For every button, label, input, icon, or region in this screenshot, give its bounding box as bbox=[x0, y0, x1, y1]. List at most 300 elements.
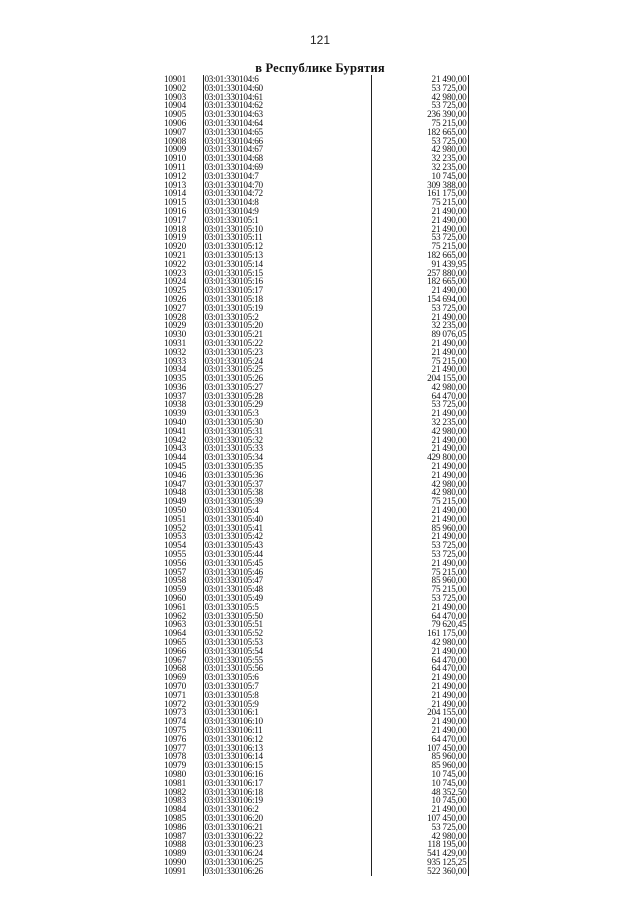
cadastral-value-cell: 10 745,00 bbox=[371, 779, 468, 788]
cadastral-value-cell: 21 490,00 bbox=[371, 673, 468, 682]
table-row bbox=[163, 788, 468, 797]
cadastral-value-cell: 21 490,00 bbox=[371, 286, 468, 295]
table-row bbox=[163, 225, 468, 234]
table-row bbox=[163, 770, 468, 779]
table-row bbox=[163, 541, 468, 550]
cadastral-number-cell: 03:01:330105:15 bbox=[203, 269, 371, 278]
cadastral-value-cell: 85 960,00 bbox=[371, 752, 468, 761]
cadastral-number-cell: 03:01:330105:3 bbox=[203, 409, 371, 418]
cadastral-number-cell: 03:01:330105:18 bbox=[203, 295, 371, 304]
cadastral-number-cell: 03:01:330106:1 bbox=[203, 708, 371, 717]
cadastral-value-cell: 522 360,00 bbox=[371, 867, 468, 876]
cadastral-value-cell: 21 490,00 bbox=[371, 717, 468, 726]
row-number-cell: 10946 bbox=[164, 470, 186, 480]
table-row bbox=[163, 260, 468, 269]
table-row bbox=[163, 612, 468, 621]
row-number-cell: 10952 bbox=[164, 523, 186, 533]
cadastral-value-cell: 48 352,50 bbox=[371, 788, 468, 797]
table-row bbox=[163, 849, 468, 858]
cadastral-number-cell: 03:01:330105:16 bbox=[203, 277, 371, 286]
row-number-cell: 10920 bbox=[164, 242, 186, 251]
table-row bbox=[163, 418, 468, 427]
cadastral-number-cell: 03:01:330105:6 bbox=[203, 673, 371, 682]
row-number-cell: 10965 bbox=[164, 638, 186, 647]
table-row bbox=[163, 75, 468, 84]
table-row bbox=[163, 568, 468, 577]
cadastral-value-cell: 53 725,00 bbox=[371, 101, 468, 110]
cadastral-number-cell: 03:01:330104:60 bbox=[203, 84, 371, 93]
cadastral-value-cell: 309 388,00 bbox=[371, 181, 468, 190]
row-number-cell: 10932 bbox=[164, 347, 186, 357]
table-row bbox=[163, 752, 468, 761]
cadastral-value-cell: 21 490,00 bbox=[371, 225, 468, 234]
cadastral-number-cell: 03:01:330104:61 bbox=[203, 93, 371, 102]
row-number-cell: 10948 bbox=[164, 488, 186, 498]
table-row bbox=[163, 101, 468, 110]
table-row bbox=[163, 357, 468, 366]
cadastral-value-cell: 53 725,00 bbox=[371, 823, 468, 832]
row-number-cell: 10906 bbox=[164, 118, 186, 128]
row-number-cell: 10954 bbox=[164, 541, 186, 551]
cadastral-value-cell: 53 725,00 bbox=[371, 233, 468, 242]
row-number-cell: 10934 bbox=[164, 365, 186, 375]
row-number-cell: 10972 bbox=[164, 699, 186, 709]
cadastral-number-cell: 03:01:330106:13 bbox=[203, 744, 371, 753]
cadastral-value-cell: 64 470,00 bbox=[371, 656, 468, 665]
cadastral-number-cell: 03:01:330104:70 bbox=[203, 181, 371, 190]
cadastral-number-cell: 03:01:330105:11 bbox=[203, 233, 371, 242]
cadastral-value-cell: 21 490,00 bbox=[371, 348, 468, 357]
row-number-cell: 10979 bbox=[164, 761, 186, 770]
row-number-cell: 10980 bbox=[164, 769, 186, 779]
cadastral-number-cell: 03:01:330104:9 bbox=[203, 207, 371, 216]
row-number-cell: 10936 bbox=[164, 382, 186, 392]
table-row bbox=[163, 638, 468, 647]
cadastral-number-cell: 03:01:330105:36 bbox=[203, 471, 371, 480]
table-row bbox=[163, 805, 468, 814]
table-row bbox=[163, 761, 468, 770]
cadastral-number-cell: 03:01:330105:30 bbox=[203, 418, 371, 427]
cadastral-value-cell: 21 490,00 bbox=[371, 207, 468, 216]
page-heading: в Республике Бурятия bbox=[255, 61, 385, 75]
row-number-cell: 10949 bbox=[164, 497, 186, 507]
table-row bbox=[163, 708, 468, 717]
table-row bbox=[163, 93, 468, 102]
row-number-cell: 10973 bbox=[164, 708, 186, 718]
cadastral-number-cell: 03:01:330105:27 bbox=[203, 383, 371, 392]
cadastral-number-cell: 03:01:330105:22 bbox=[203, 339, 371, 348]
cadastral-value-cell: 161 175,00 bbox=[371, 189, 468, 198]
table-row bbox=[163, 497, 468, 506]
cadastral-value-cell: 182 665,00 bbox=[371, 128, 468, 137]
table-row bbox=[163, 462, 468, 471]
table-row bbox=[163, 532, 468, 541]
table-row bbox=[163, 330, 468, 339]
row-number-cell: 10921 bbox=[164, 250, 186, 260]
table-row bbox=[163, 321, 468, 330]
row-number-cell: 10947 bbox=[164, 479, 186, 489]
cadastral-number-cell: 03:01:330106:24 bbox=[203, 849, 371, 858]
cadastral-number-cell: 03:01:330105:12 bbox=[203, 242, 371, 251]
cadastral-value-cell: 32 235,00 bbox=[371, 163, 468, 172]
table-row bbox=[163, 172, 468, 181]
cadastral-value-cell: 85 960,00 bbox=[371, 576, 468, 585]
cadastral-number-cell: 03:01:330106:10 bbox=[203, 717, 371, 726]
row-number-cell: 10991 bbox=[164, 866, 186, 876]
cadastral-number-cell: 03:01:330105:54 bbox=[203, 647, 371, 656]
table-row bbox=[163, 576, 468, 585]
cadastral-value-cell: 21 490,00 bbox=[371, 339, 468, 348]
cadastral-number-cell: 03:01:330106:18 bbox=[203, 788, 371, 797]
row-number-cell: 10984 bbox=[164, 805, 186, 814]
table-row bbox=[163, 594, 468, 603]
table-row bbox=[163, 453, 468, 462]
table-row bbox=[163, 656, 468, 665]
cadastral-number-cell: 03:01:330105:10 bbox=[203, 225, 371, 234]
table-row bbox=[163, 726, 468, 735]
cadastral-value-cell: 75 215,00 bbox=[371, 568, 468, 577]
cadastral-number-cell: 03:01:330105:4 bbox=[203, 506, 371, 515]
row-number-cell: 10903 bbox=[164, 92, 186, 102]
table-row bbox=[163, 682, 468, 691]
row-number-cell: 10944 bbox=[164, 453, 186, 463]
table-row bbox=[163, 559, 468, 568]
cadastral-value-cell: 75 215,00 bbox=[371, 585, 468, 594]
table-row bbox=[163, 392, 468, 401]
row-number-cell: 10914 bbox=[164, 189, 186, 199]
row-number-cell: 10902 bbox=[164, 83, 186, 93]
cadastral-number-cell: 03:01:330104:63 bbox=[203, 110, 371, 119]
cadastral-value-cell: 53 725,00 bbox=[371, 400, 468, 409]
cadastral-number-cell: 03:01:330106:22 bbox=[203, 832, 371, 841]
row-number-cell: 10931 bbox=[164, 338, 186, 348]
row-number-cell: 10945 bbox=[164, 462, 186, 471]
table-row bbox=[163, 550, 468, 559]
row-number-cell: 10970 bbox=[164, 681, 186, 691]
row-number-cell: 10983 bbox=[164, 796, 186, 806]
table-row bbox=[163, 647, 468, 656]
row-number-cell: 10925 bbox=[164, 286, 186, 295]
table-row bbox=[163, 867, 468, 876]
cadastral-value-cell: 53 725,00 bbox=[371, 137, 468, 146]
cadastral-number-cell: 03:01:330105:29 bbox=[203, 400, 371, 409]
row-number-cell: 10919 bbox=[164, 233, 186, 243]
table-row bbox=[163, 207, 468, 216]
cadastral-value-cell: 79 620,45 bbox=[371, 620, 468, 629]
cadastral-number-cell: 03:01:330105:45 bbox=[203, 559, 371, 568]
row-number-cell: 10958 bbox=[164, 576, 186, 586]
cadastral-value-cell: 42 980,00 bbox=[371, 480, 468, 489]
row-number-cell: 10981 bbox=[164, 778, 186, 788]
cadastral-value-cell: 85 960,00 bbox=[371, 761, 468, 770]
cadastral-number-cell: 03:01:330105:23 bbox=[203, 348, 371, 357]
table-body bbox=[163, 75, 468, 876]
table-row bbox=[163, 524, 468, 533]
cadastral-value-cell: 21 490,00 bbox=[371, 462, 468, 471]
cadastral-value-cell: 118 195,00 bbox=[371, 840, 468, 849]
cadastral-number-cell: 03:01:330105:13 bbox=[203, 251, 371, 260]
table-row bbox=[163, 629, 468, 638]
table-row bbox=[163, 251, 468, 260]
table-row bbox=[163, 840, 468, 849]
table-row bbox=[163, 796, 468, 805]
register-table-wrapper bbox=[163, 75, 468, 876]
row-number-cell: 10963 bbox=[164, 620, 186, 630]
cadastral-value-cell: 21 490,00 bbox=[371, 436, 468, 445]
cadastral-number-cell: 03:01:330104:67 bbox=[203, 145, 371, 154]
row-number-cell: 10955 bbox=[164, 550, 186, 559]
cadastral-number-cell: 03:01:330105:2 bbox=[203, 313, 371, 322]
cadastral-value-cell: 182 665,00 bbox=[371, 277, 468, 286]
row-number-cell: 10909 bbox=[164, 145, 186, 155]
cadastral-number-cell: 03:01:330106:14 bbox=[203, 752, 371, 761]
cadastral-value-cell: 21 490,00 bbox=[371, 691, 468, 700]
cadastral-value-cell: 161 175,00 bbox=[371, 629, 468, 638]
cadastral-number-cell: 03:01:330105:51 bbox=[203, 620, 371, 629]
row-number-cell: 10912 bbox=[164, 171, 186, 181]
cadastral-number-cell: 03:01:330106:21 bbox=[203, 823, 371, 832]
table-row bbox=[163, 585, 468, 594]
row-number-cell: 10938 bbox=[164, 400, 186, 410]
row-number-cell: 10969 bbox=[164, 673, 186, 682]
table-row bbox=[163, 717, 468, 726]
row-number-cell: 10916 bbox=[164, 206, 186, 216]
row-number-cell: 10924 bbox=[164, 277, 186, 287]
table-row bbox=[163, 181, 468, 190]
row-number-cell: 10982 bbox=[164, 787, 186, 797]
table-row bbox=[163, 304, 468, 313]
cadastral-number-cell: 03:01:330106:12 bbox=[203, 735, 371, 744]
cadastral-number-cell: 03:01:330106:15 bbox=[203, 761, 371, 770]
cadastral-value-cell: 107 450,00 bbox=[371, 744, 468, 753]
table-row bbox=[163, 620, 468, 629]
cadastral-value-cell: 154 694,00 bbox=[371, 295, 468, 304]
cadastral-value-cell: 32 235,00 bbox=[371, 154, 468, 163]
row-number-cell: 10964 bbox=[164, 629, 186, 638]
table-row bbox=[163, 480, 468, 489]
cadastral-number-cell: 03:01:330105:33 bbox=[203, 444, 371, 453]
cadastral-number-cell: 03:01:330105:26 bbox=[203, 374, 371, 383]
row-number-cell: 10930 bbox=[164, 330, 186, 339]
row-number-cell: 10918 bbox=[164, 224, 186, 234]
cadastral-number-cell: 03:01:330104:68 bbox=[203, 154, 371, 163]
table-row bbox=[163, 216, 468, 225]
table-row bbox=[163, 400, 468, 409]
table-row bbox=[163, 128, 468, 137]
table-row bbox=[163, 374, 468, 383]
cadastral-number-cell: 03:01:330105:32 bbox=[203, 436, 371, 445]
table-row bbox=[163, 444, 468, 453]
cadastral-value-cell: 21 490,00 bbox=[371, 365, 468, 374]
cadastral-value-cell: 21 490,00 bbox=[371, 726, 468, 735]
cadastral-value-cell: 204 155,00 bbox=[371, 708, 468, 717]
cadastral-number-cell: 03:01:330105:17 bbox=[203, 286, 371, 295]
table-row bbox=[163, 277, 468, 286]
row-number-cell: 10917 bbox=[164, 215, 186, 225]
cadastral-number-cell: 03:01:330105:53 bbox=[203, 638, 371, 647]
cadastral-value-cell: 21 490,00 bbox=[371, 216, 468, 225]
cadastral-number-cell: 03:01:330104:72 bbox=[203, 189, 371, 198]
row-number-cell: 10926 bbox=[164, 294, 186, 304]
cadastral-value-cell: 42 980,00 bbox=[371, 832, 468, 841]
cadastral-value-cell: 21 490,00 bbox=[371, 805, 468, 814]
cadastral-value-cell: 32 235,00 bbox=[371, 418, 468, 427]
table-row bbox=[163, 744, 468, 753]
table-row bbox=[163, 664, 468, 673]
cadastral-number-cell: 03:01:330105:38 bbox=[203, 488, 371, 497]
row-number-cell: 10951 bbox=[164, 514, 186, 524]
cadastral-value-table bbox=[163, 75, 469, 876]
table-row bbox=[163, 295, 468, 304]
cadastral-value-cell: 10 745,00 bbox=[371, 796, 468, 805]
cadastral-number-cell: 03:01:330105:25 bbox=[203, 365, 371, 374]
cadastral-value-cell: 75 215,00 bbox=[371, 119, 468, 128]
cadastral-number-cell: 03:01:330106:11 bbox=[203, 726, 371, 735]
row-number-cell: 10927 bbox=[164, 303, 186, 313]
cadastral-value-cell: 21 490,00 bbox=[371, 444, 468, 453]
cadastral-number-cell: 03:01:330104:64 bbox=[203, 119, 371, 128]
cadastral-value-cell: 21 490,00 bbox=[371, 559, 468, 568]
table-row bbox=[163, 515, 468, 524]
cadastral-value-cell: 42 980,00 bbox=[371, 488, 468, 497]
cadastral-value-cell: 429 800,00 bbox=[371, 453, 468, 462]
row-number-cell: 10956 bbox=[164, 558, 186, 568]
table-row bbox=[163, 365, 468, 374]
cadastral-value-cell: 89 076,05 bbox=[371, 330, 468, 339]
row-number-cell: 10975 bbox=[164, 725, 186, 735]
row-number-cell: 10953 bbox=[164, 532, 186, 542]
table-row bbox=[163, 673, 468, 682]
cadastral-number-cell: 03:01:330105:41 bbox=[203, 524, 371, 533]
row-number-cell: 10901 bbox=[164, 75, 186, 84]
cadastral-number-cell: 03:01:330104:69 bbox=[203, 163, 371, 172]
cadastral-value-cell: 21 490,00 bbox=[371, 700, 468, 709]
row-number-cell: 10922 bbox=[164, 259, 186, 269]
cadastral-number-cell: 03:01:330104:7 bbox=[203, 172, 371, 181]
cadastral-number-cell: 03:01:330104:66 bbox=[203, 137, 371, 146]
page-number: 121 bbox=[309, 33, 331, 47]
cadastral-value-cell: 75 215,00 bbox=[371, 198, 468, 207]
cadastral-value-cell: 10 745,00 bbox=[371, 172, 468, 181]
cadastral-value-cell: 53 725,00 bbox=[371, 594, 468, 603]
cadastral-value-cell: 21 490,00 bbox=[371, 75, 468, 84]
row-number-cell: 10989 bbox=[164, 849, 186, 858]
cadastral-number-cell: 03:01:330106:20 bbox=[203, 814, 371, 823]
cadastral-number-cell: 03:01:330106:25 bbox=[203, 858, 371, 867]
row-number-cell: 10971 bbox=[164, 690, 186, 700]
row-number-cell: 10967 bbox=[164, 655, 186, 665]
table-row bbox=[163, 779, 468, 788]
cadastral-value-cell: 935 125,25 bbox=[371, 858, 468, 867]
cadastral-number-cell: 03:01:330104:6 bbox=[203, 75, 371, 84]
row-number-cell: 10904 bbox=[164, 101, 186, 111]
row-number-cell: 10915 bbox=[164, 198, 186, 207]
table-row bbox=[163, 427, 468, 436]
table-row bbox=[163, 383, 468, 392]
cadastral-value-cell: 42 980,00 bbox=[371, 383, 468, 392]
cadastral-number-cell: 03:01:330105:49 bbox=[203, 594, 371, 603]
cadastral-number-cell: 03:01:330106:16 bbox=[203, 770, 371, 779]
cadastral-number-cell: 03:01:330105:19 bbox=[203, 304, 371, 313]
table-row bbox=[163, 814, 468, 823]
cadastral-value-cell: 10 745,00 bbox=[371, 770, 468, 779]
cadastral-value-cell: 75 215,00 bbox=[371, 357, 468, 366]
cadastral-number-cell: 03:01:330106:19 bbox=[203, 796, 371, 805]
cadastral-value-cell: 21 490,00 bbox=[371, 682, 468, 691]
cadastral-value-cell: 75 215,00 bbox=[371, 242, 468, 251]
table-row bbox=[163, 286, 468, 295]
cadastral-value-cell: 53 725,00 bbox=[371, 84, 468, 93]
cadastral-number-cell: 03:01:330105:24 bbox=[203, 357, 371, 366]
cadastral-number-cell: 03:01:330105:21 bbox=[203, 330, 371, 339]
cadastral-number-cell: 03:01:330105:56 bbox=[203, 664, 371, 673]
cadastral-value-cell: 541 429,00 bbox=[371, 849, 468, 858]
row-number-cell: 10905 bbox=[164, 110, 186, 119]
cadastral-value-cell: 107 450,00 bbox=[371, 814, 468, 823]
row-number-cell: 10976 bbox=[164, 734, 186, 744]
cadastral-value-cell: 257 880,00 bbox=[371, 269, 468, 278]
cadastral-value-cell: 64 470,00 bbox=[371, 735, 468, 744]
table-row bbox=[163, 198, 468, 207]
row-number-cell: 10957 bbox=[164, 567, 186, 577]
table-row bbox=[163, 832, 468, 841]
row-number-cell: 10937 bbox=[164, 391, 186, 401]
table-row bbox=[163, 233, 468, 242]
cadastral-value-cell: 21 490,00 bbox=[371, 647, 468, 656]
table-row bbox=[163, 436, 468, 445]
cadastral-value-cell: 21 490,00 bbox=[371, 506, 468, 515]
row-number-cell: 10911 bbox=[164, 162, 186, 172]
table-row bbox=[163, 823, 468, 832]
cadastral-value-cell: 42 980,00 bbox=[371, 93, 468, 102]
cadastral-value-cell: 21 490,00 bbox=[371, 515, 468, 524]
table-row bbox=[163, 348, 468, 357]
cadastral-value-cell: 75 215,00 bbox=[371, 497, 468, 506]
cadastral-value-cell: 64 470,00 bbox=[371, 612, 468, 621]
table-row bbox=[163, 603, 468, 612]
cadastral-number-cell: 03:01:330105:34 bbox=[203, 453, 371, 462]
cadastral-number-cell: 03:01:330106:23 bbox=[203, 840, 371, 849]
row-number-cell: 10968 bbox=[164, 664, 186, 674]
table-row bbox=[163, 506, 468, 515]
table-row bbox=[163, 691, 468, 700]
cadastral-number-cell: 03:01:330105:52 bbox=[203, 629, 371, 638]
table-row bbox=[163, 339, 468, 348]
row-number-cell: 10988 bbox=[164, 840, 186, 850]
table-row bbox=[163, 858, 468, 867]
table-row bbox=[163, 242, 468, 251]
row-number-cell: 10960 bbox=[164, 594, 186, 603]
table-row bbox=[163, 110, 468, 119]
cadastral-number-cell: 03:01:330105:42 bbox=[203, 532, 371, 541]
cadastral-value-cell: 21 490,00 bbox=[371, 471, 468, 480]
cadastral-value-cell: 21 490,00 bbox=[371, 532, 468, 541]
cadastral-value-cell: 182 665,00 bbox=[371, 251, 468, 260]
row-number-cell: 10939 bbox=[164, 409, 186, 419]
row-number-cell: 10943 bbox=[164, 444, 186, 454]
cadastral-number-cell: 03:01:330106:26 bbox=[203, 867, 371, 876]
cadastral-value-cell: 21 490,00 bbox=[371, 603, 468, 612]
cadastral-number-cell: 03:01:330105:5 bbox=[203, 603, 371, 612]
cadastral-value-cell: 64 470,00 bbox=[371, 664, 468, 673]
row-number-cell: 10978 bbox=[164, 752, 186, 762]
cadastral-number-cell: 03:01:330105:8 bbox=[203, 691, 371, 700]
row-number-cell: 10962 bbox=[164, 611, 186, 621]
cadastral-number-cell: 03:01:330105:44 bbox=[203, 550, 371, 559]
row-number-cell: 10966 bbox=[164, 646, 186, 656]
row-number-cell: 10974 bbox=[164, 717, 186, 726]
row-number-cell: 10985 bbox=[164, 813, 186, 823]
